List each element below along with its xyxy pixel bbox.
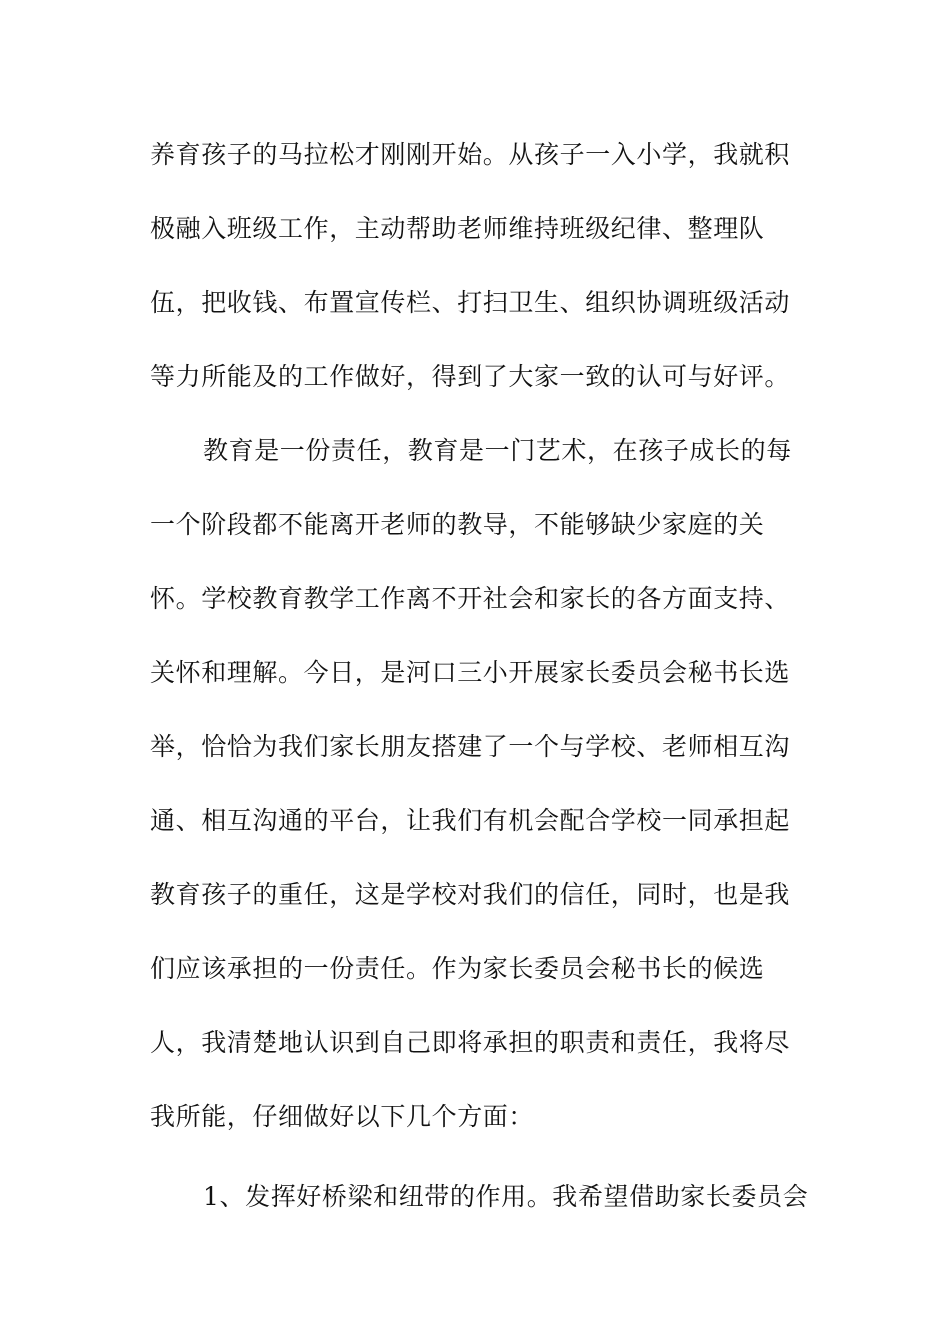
text-line: 养育孩子的马拉松才刚刚开始。从孩子一入小学，我就积 — [150, 140, 791, 169]
text-line: 一个阶段都不能离开老师的教导，不能够缺少家庭的关 — [150, 510, 765, 539]
text-line: 教育孩子的重任，这是学校对我们的信任，同时，也是我 — [150, 880, 791, 909]
text-line: 伍，把收钱、布置宣传栏、打扫卫生、组织协调班级活动 — [150, 288, 791, 317]
text-line: 我所能，仔细做好以下几个方面： — [150, 1102, 535, 1131]
text-line: 人，我清楚地认识到自己即将承担的职责和责任，我将尽 — [150, 1028, 791, 1057]
text-line: 极融入班级工作，主动帮助老师维持班级纪律、整理队 — [150, 214, 765, 243]
text-line: 等力所能及的工作做好，得到了大家一致的认可与好评。 — [150, 362, 791, 391]
text-line: 怀。学校教育教学工作离不开社会和家长的各方面支持、 — [150, 584, 791, 613]
text-line: 举，恰恰为我们家长朋友搭建了一个与学校、老师相互沟 — [150, 732, 791, 761]
list-item-line: 1、发挥好桥梁和纽带的作用。我希望借助家长委员会 — [203, 1182, 809, 1211]
text-line: 关怀和理解。今日，是河口三小开展家长委员会秘书长选 — [150, 658, 791, 687]
text-line: 通、相互沟通的平台，让我们有机会配合学校一同承担起 — [150, 806, 791, 835]
text-line: 们应该承担的一份责任。作为家长委员会秘书长的候选 — [150, 954, 765, 983]
paragraph-start-line: 教育是一份责任，教育是一门艺术，在孩子成长的每 — [203, 436, 792, 465]
